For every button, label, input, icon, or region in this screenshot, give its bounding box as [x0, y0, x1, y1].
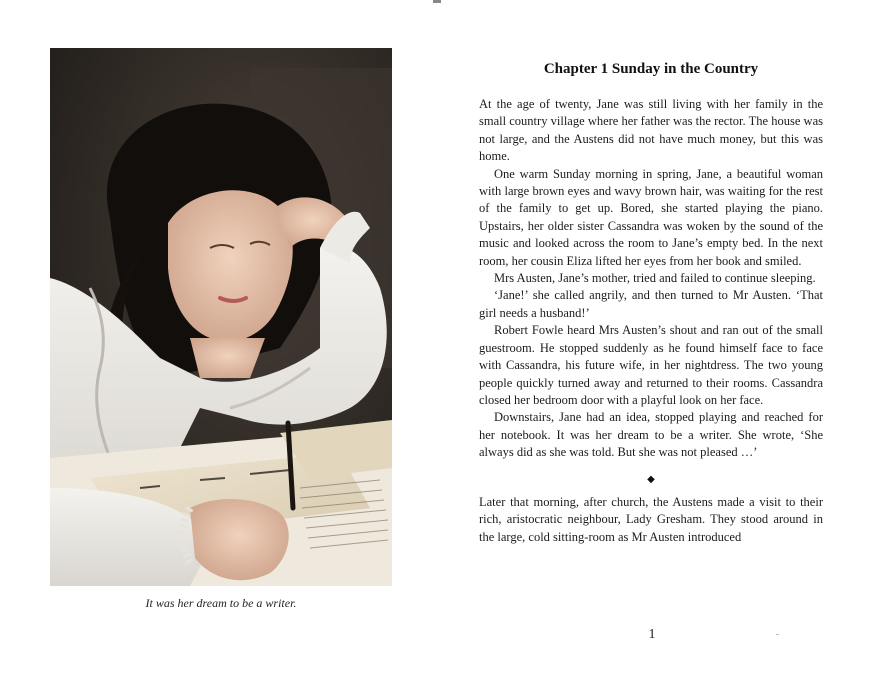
paragraph: Mrs Austen, Jane’s mother, tried and failed to continue sleeping. — [494, 271, 816, 286]
paragraph: One warm Sunday morning in spring, Jane, a beautiful woman with large brown eyes and wavy brown hair, was waiting for the rest of the family to get up. Bored, she started playing the piano. Upstairs, her older sister Cassandra was woken by the sound of the music and looked across the room to Jane’s empty bed. In the next room, her cousin Eliza lifted her eyes from her book and smiled. — [479, 166, 823, 268]
paragraph: At the age of twenty, Jane was still living with her family in the small country village where her father was the rector. The house was not large, and the Austens did not have much money, but this was home. — [479, 97, 823, 164]
photo-graphic — [50, 48, 392, 586]
page-number: 1 — [648, 627, 656, 642]
page-edge-mark — [776, 634, 779, 635]
section-break-diamond: ◆ — [647, 473, 655, 485]
paragraph: ‘Jane!’ she called angrily, and then turned to Mr Austen. ‘That girl needs a husband!’ — [479, 288, 823, 320]
paragraph: Robert Fowle heard Mrs Austen’s shout and ran out of the small guestroom. He stopped suddenly as he found himself face to face with Cassandra, his future wife, in her nightdress. The two young people quickly turned away and returned to their rooms. Cassandra closed her bedroom door with a playful look on her face. — [479, 323, 823, 407]
chapter-body — [479, 96, 823, 546]
photo-caption: It was her dream to be a writer. — [145, 596, 297, 610]
page-edge-mark — [433, 0, 441, 3]
chapter-title: Chapter 1 Sunday in the Country — [543, 61, 759, 77]
paragraph: Later that morning, after church, the Austens made a visit to their rich, aristocratic neighbour, Lady Gresham. They stood around in the large, cold sitting-room as Mr Austen introduced — [479, 494, 823, 544]
paragraph: Downstairs, Jane had an idea, stopped playing and reached for her notebook. It was her dream to be a writer. She wrote, ‘She always did as she was told. But she was not pleased …’ — [479, 410, 823, 460]
illustration-woman-writing — [50, 48, 392, 586]
